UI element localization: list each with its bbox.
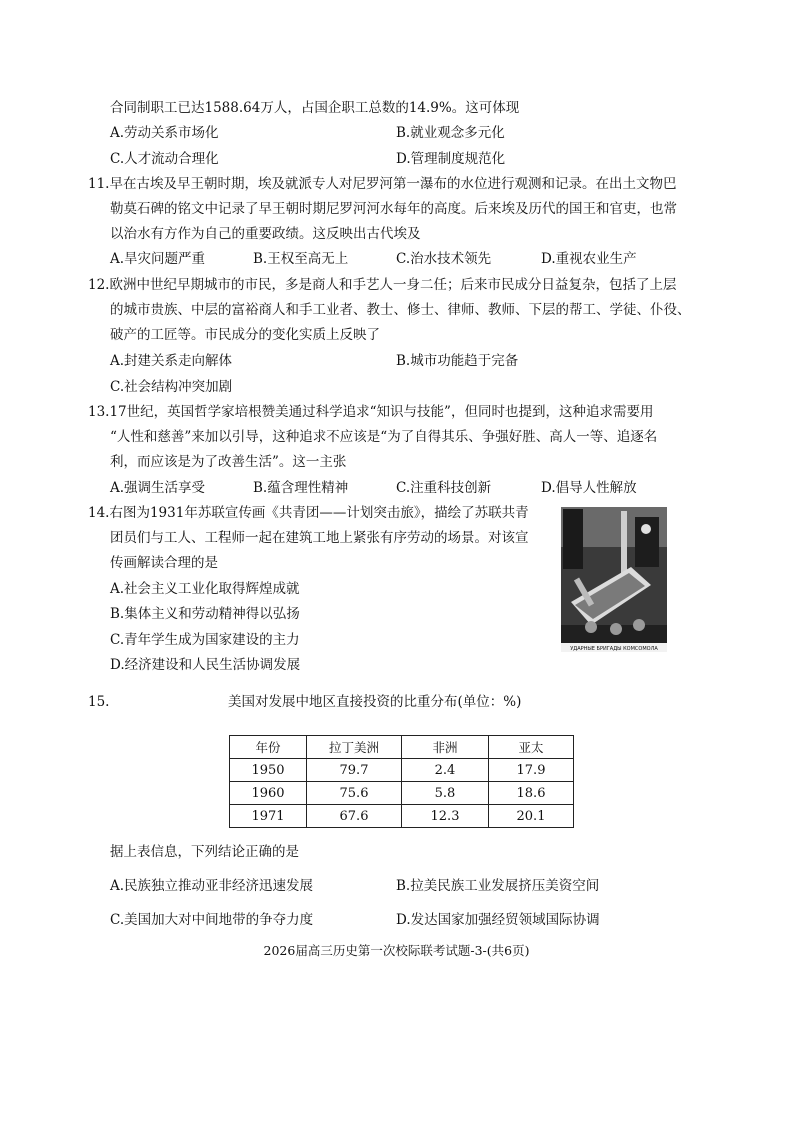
q10-option-a[interactable]: A.劳动关系市场化	[110, 125, 219, 141]
q15-option-b[interactable]: B.拉美民族工业发展挤压美资空间	[396, 878, 600, 894]
q15-option-a[interactable]: A.民族独立推动亚非经济迅速发展	[110, 878, 314, 894]
q15-option-d[interactable]: D.发达国家加强经贸领域国际协调	[396, 912, 600, 928]
q11-option-b[interactable]: B.王权至高无上	[253, 251, 349, 267]
q13-option-d[interactable]: D.倡导人性解放	[541, 480, 637, 496]
table-row	[230, 805, 574, 828]
table-cell: 75.6	[307, 782, 402, 805]
table-cell: 67.6	[307, 805, 402, 828]
q11-option-c[interactable]: C.治水技术领先	[396, 251, 492, 267]
table-cell: 20.1	[489, 805, 574, 828]
poster-caption: УДАРНЫЕ БРИГАДЫ КОМСОМОЛА	[570, 646, 658, 652]
q10-option-d[interactable]: D.管理制度规范化	[396, 151, 506, 167]
q12-option-b[interactable]: B.城市功能趋于完备	[396, 353, 519, 369]
q15-stem: 据上表信息，下列结论正确的是	[110, 844, 299, 860]
q12-option-c[interactable]: C.社会结构冲突加剧	[110, 379, 233, 395]
table-cell: 79.7	[307, 759, 402, 782]
table-cell: 18.6	[489, 782, 574, 805]
q12-stem-line-1: 12.欧洲中世纪早期城市的市民，多是商人和手艺人一身二任；后来市民成分日益复杂，包括了上层	[88, 277, 677, 293]
q11-stem-line-1: 11.早在古埃及早王朝时期，埃及就派专人对尼罗河第一瀑布的水位进行观测和记录。在出土文物巴	[88, 176, 677, 192]
q10-stem-tail: 合同制职工已达1588.64万人，占国企职工总数的14.9%。这可体现	[110, 100, 520, 116]
table-header-cell: 亚太	[489, 736, 574, 759]
q10-option-b[interactable]: B.就业观念多元化	[396, 125, 505, 141]
table-cell: 12.3	[402, 805, 489, 828]
q14-stem-line-2: 团员们与工人、工程师一起在建筑工地上紧张有序劳动的场景。对该宣	[110, 530, 529, 546]
q15-option-c[interactable]: C.美国加大对中间地带的争夺力度	[110, 912, 314, 928]
page-footer: 2026届高三历史第一次校际联考试题-3-(共6页)	[263, 943, 530, 958]
q14-stem-line-3: 传画解读合理的是	[110, 555, 218, 571]
table-cell: 17.9	[489, 759, 574, 782]
q13-option-c[interactable]: C.注重科技创新	[396, 480, 492, 496]
q12-option-a[interactable]: A.封建关系走向解体	[110, 353, 233, 369]
q11-stem-line-3: 以治水有方作为自己的重要政绩。这反映出古代埃及	[110, 226, 421, 242]
q13-stem-line-2: “人性和慈善”来加以引导，这种追求不应该是“为了自得其乐、争强好胜、高人一等、追逐名	[110, 429, 658, 445]
table-header-cell: 非洲	[402, 736, 489, 759]
table-cell: 1971	[230, 805, 307, 828]
q13-stem-line-1: 13.17世纪，英国哲学家培根赞美通过科学追求“知识与技能”，但同时也提到，这种追求需要用	[88, 404, 654, 420]
q14-option-a[interactable]: A.社会主义工业化取得辉煌成就	[110, 581, 300, 597]
table-header-cell: 年份	[230, 736, 307, 759]
table-cell: 1950	[230, 759, 307, 782]
q12-stem-line-3: 破产的工匠等。市民成分的变化实质上反映了	[110, 327, 380, 343]
table-cell: 2.4	[402, 759, 489, 782]
q12-stem-line-2: 的城市贵族、中层的富裕商人和手工业者、教士、修士、律师、教师、下层的帮工、学徒、仆役、	[110, 302, 691, 318]
q14-stem-line-1: 14.右图为1931年苏联宣传画《共青团——计划突击旅》，描绘了苏联共青	[88, 505, 529, 521]
q11-stem-line-2: 勒莫石碑的铭文中记录了早王朝时期尼罗河河水每年的高度。后来埃及历代的国王和官吏，也常	[110, 201, 677, 217]
q14-option-b[interactable]: B.集体主义和劳动精神得以弘扬	[110, 606, 300, 622]
table-header-row	[230, 736, 574, 759]
q13-option-a[interactable]: A.强调生活享受	[110, 480, 206, 496]
table-row	[230, 759, 574, 782]
q13-option-b[interactable]: B.蕴含理性精神	[253, 480, 349, 496]
q11-option-d[interactable]: D.重视农业生产	[541, 251, 637, 267]
soviet-poster-image	[561, 507, 667, 652]
investment-table	[229, 735, 574, 828]
table-cell: 1960	[230, 782, 307, 805]
q15-table-title: 美国对发展中地区直接投资的比重分布(单位：%)	[228, 694, 522, 710]
q15-number: 15.	[88, 694, 110, 710]
table-cell: 5.8	[402, 782, 489, 805]
table-row	[230, 782, 574, 805]
table-header-cell: 拉丁美洲	[307, 736, 402, 759]
q11-option-a[interactable]: A.旱灾问题严重	[110, 251, 206, 267]
q10-option-c[interactable]: C.人才流动合理化	[110, 151, 219, 167]
q14-option-d[interactable]: D.经济建设和人民生活协调发展	[110, 657, 301, 673]
q14-option-c[interactable]: C.青年学生成为国家建设的主力	[110, 632, 300, 648]
q13-stem-line-3: 利，而应该是为了改善生活”。这一主张	[110, 454, 347, 470]
